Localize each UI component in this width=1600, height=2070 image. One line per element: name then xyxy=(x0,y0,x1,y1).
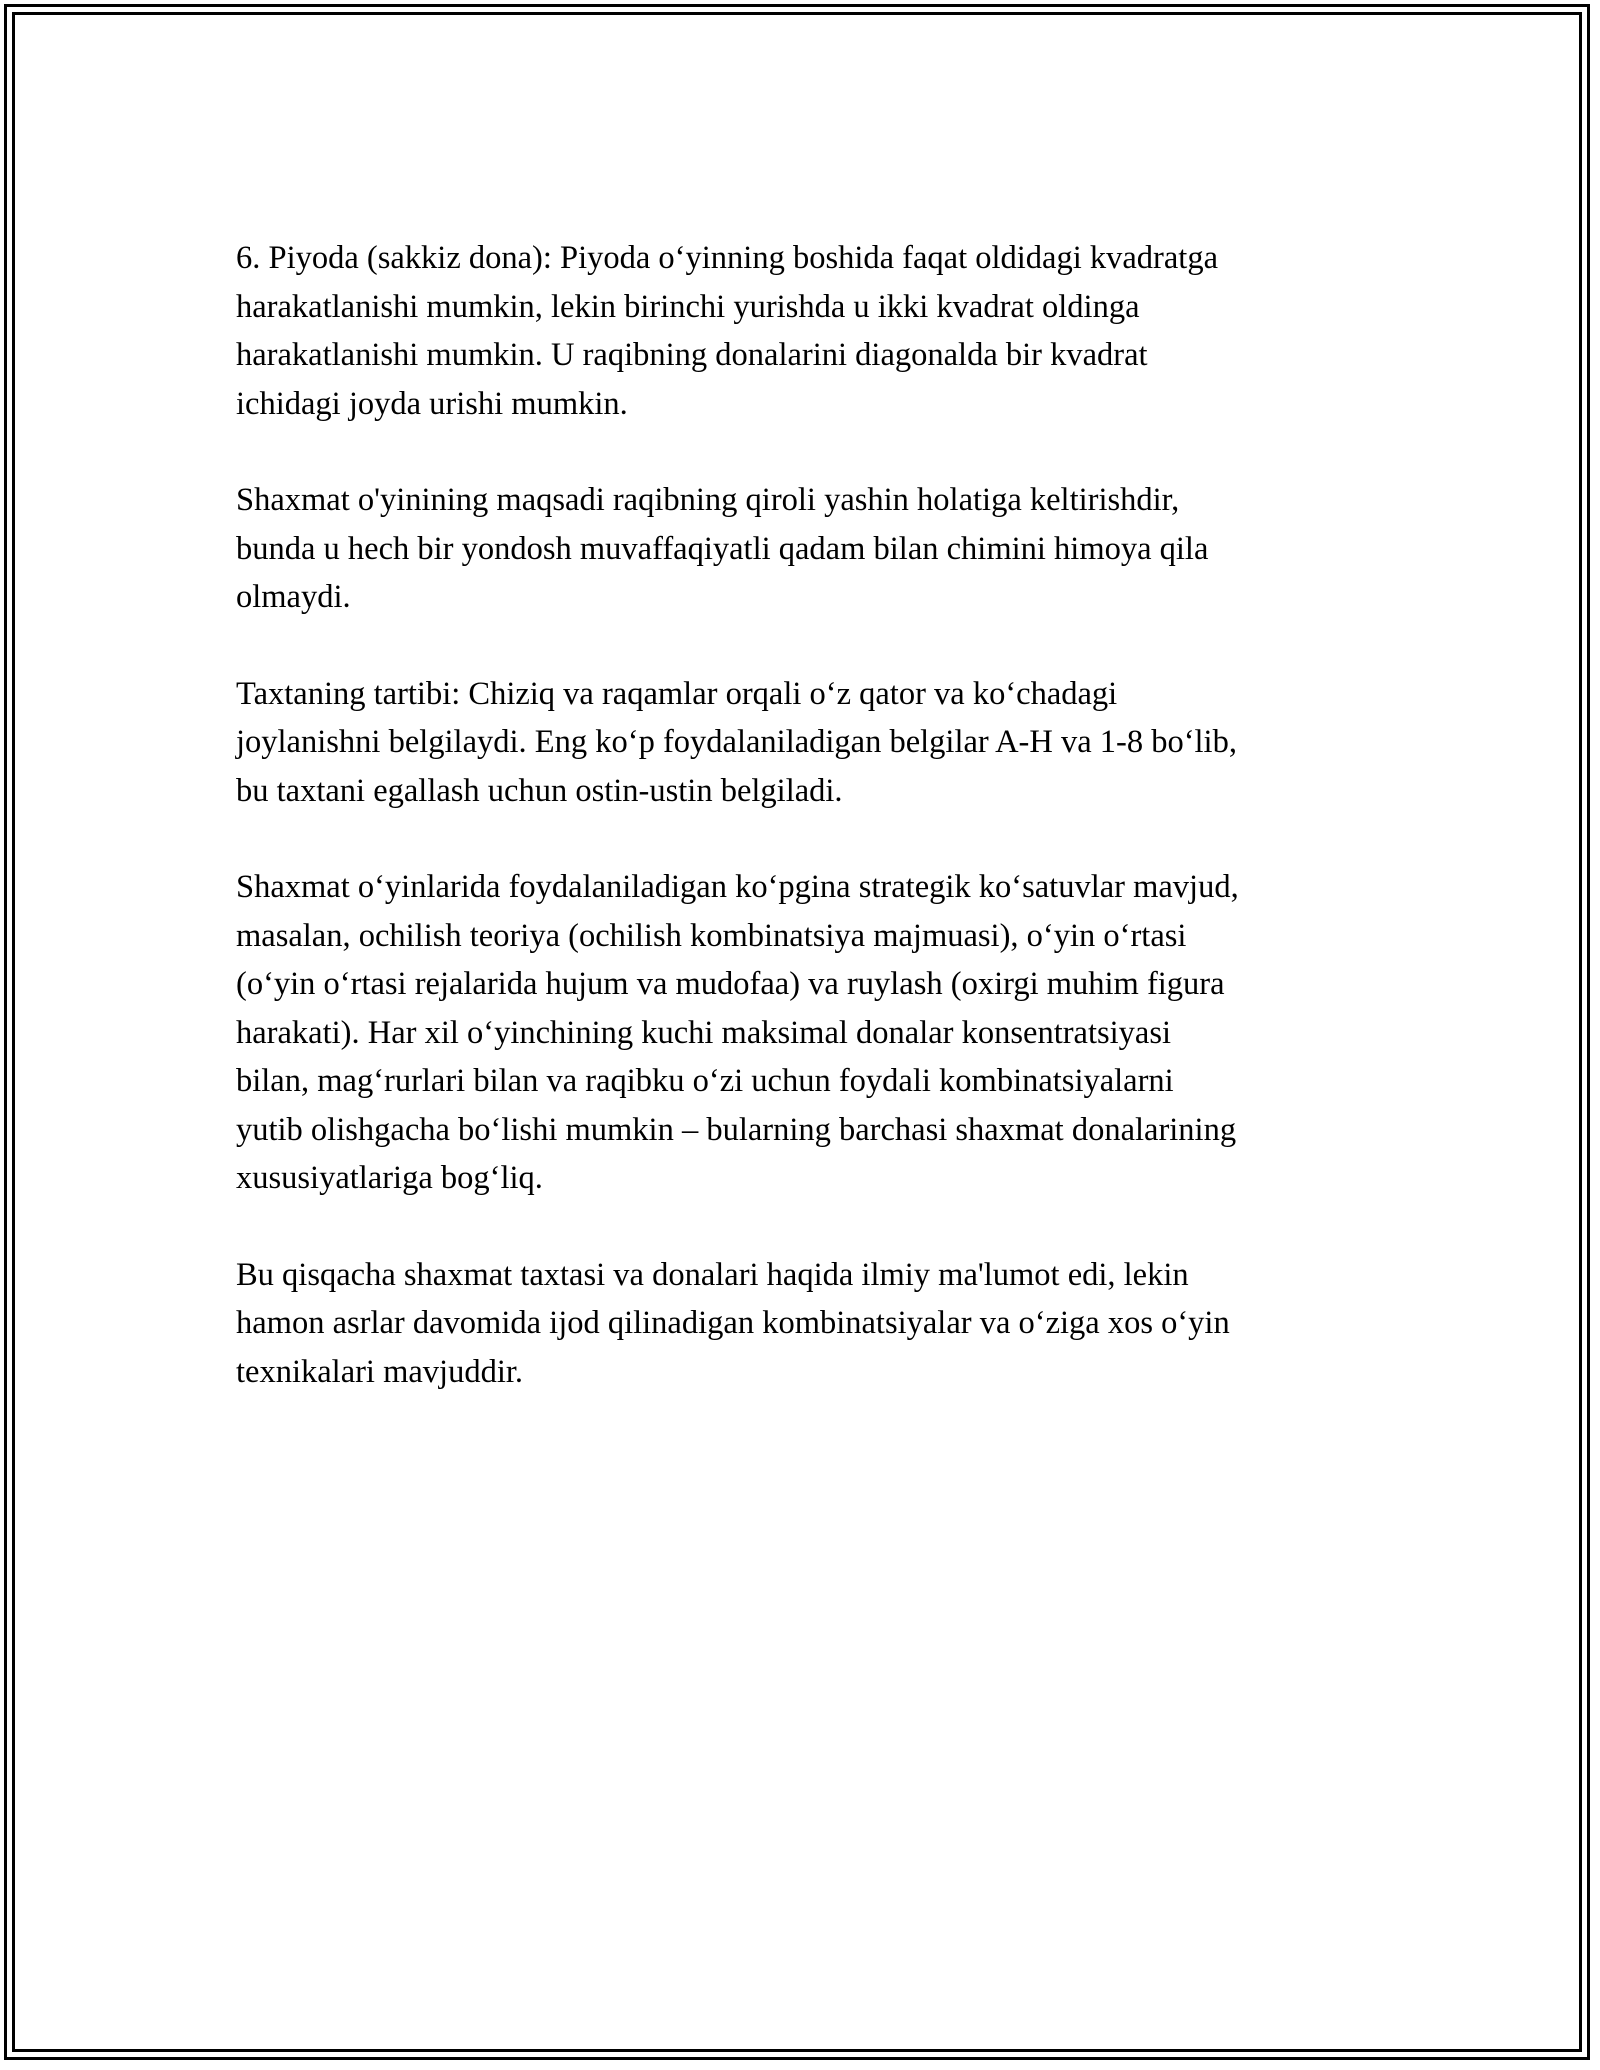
paragraph-objective: Shaxmat o'yinining maqsadi raqibning qiroli yashin holatiga keltirishdir, bunda u hech bir yondosh muvaffaqiyatli qadam bilan chimini himoya qila olmaydi. xyxy=(236,482,1209,615)
paragraph-pawn: 6. Piyoda (sakkiz dona): Piyoda oʻyinning boshida faqat oldidagi kvadratga harakatlanishi mumkin, lekin birinchi yurishda u ikki kvadrat oldinga harakatlanishi mumkin. U raqibning donalarini diagonalda bir kvadrat ichidagi joyda urishi mumkin. xyxy=(236,240,1219,422)
paragraph-strategy: Shaxmat oʻyinlarida foydalaniladigan koʻpgina strategik koʻsatuvlar mavjud, masalan, ochilish teoriya (ochilish kombinatsiya majmuasi), oʻyin oʻrtasi (oʻyin oʻrtasi rejalarida hujum va mudofaa) va ruylash (oxirgi muhim figura harakati). Har xil oʻyinchining kuchi maksimal donalar konsentratsiyasi bilan, magʻrurlari bilan va raqibku oʻzi uchun foydali kombinatsiyalarni yutib olishgacha boʻlishi mumkin – bularning barchasi shaxmat donalarining xususiyatlariga bogʻliq. xyxy=(236,869,1239,1196)
document-body xyxy=(236,234,1386,1444)
paragraph-board-layout: Taxtaning tartibi: Chiziq va raqamlar orqali oʻz qator va koʻchadagi joylanishni belgilaydi. Eng koʻp foydalaniladigan belgilar A-H va 1-8 boʻlib, bu taxtani egallash uchun ostin-ustin belgiladi. xyxy=(236,675,1237,809)
paragraph-conclusion: Bu qisqacha shaxmat taxtasi va donalari haqida ilmiy ma'lumot edi, lekin hamon asrlar davomida ijod qilinadigan kombinatsiyalar va oʻziga xos oʻyin texnikalari mavjuddir. xyxy=(236,1256,1230,1390)
